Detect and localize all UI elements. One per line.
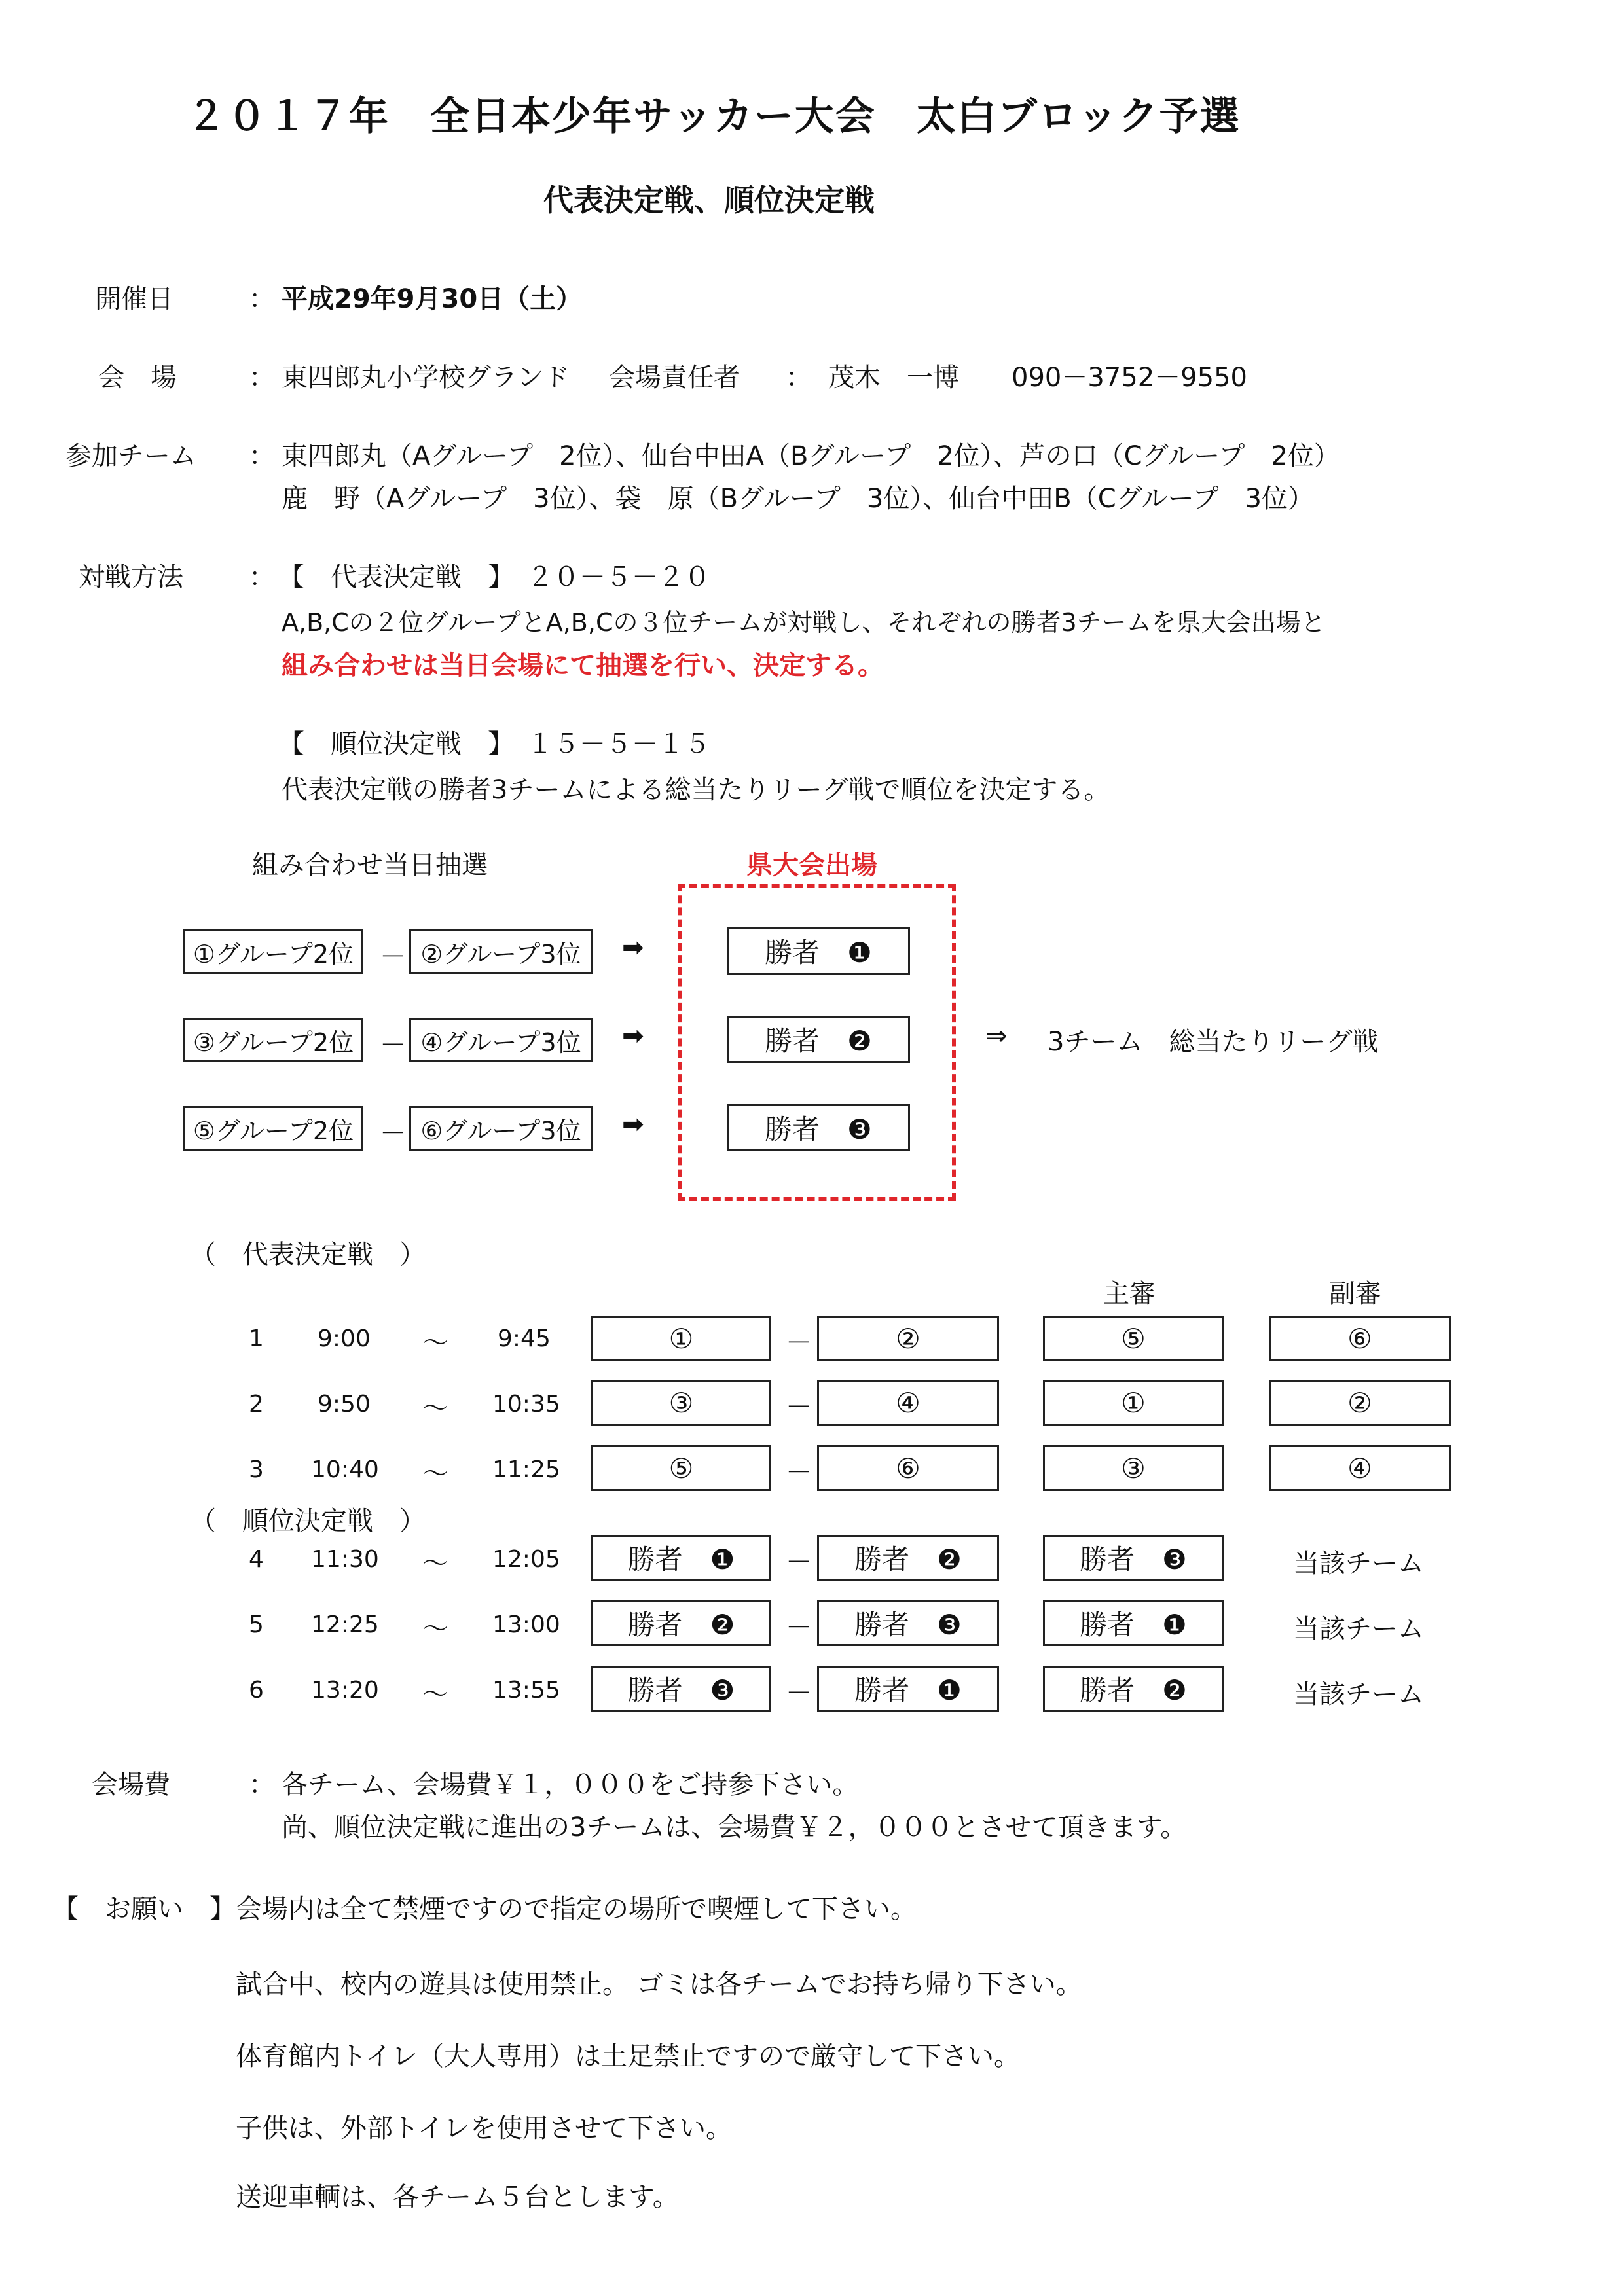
match-referee-main: ⑤ xyxy=(1043,1316,1224,1361)
match-hyphen: － xyxy=(786,1547,812,1577)
method-rank-desc: 代表決定戦の勝者3チームによる総当たりリーグ戦で順位を決定する。 xyxy=(282,775,1110,805)
match-end: 11:25 xyxy=(492,1456,560,1483)
draw-label: 組み合わせ当日抽選 xyxy=(252,850,488,880)
colon: ： xyxy=(786,363,812,393)
bracket-team-b: ④グループ3位 xyxy=(409,1018,593,1062)
match-hyphen: － xyxy=(786,1392,812,1422)
venue-label: 会 場 xyxy=(98,363,177,393)
match-tilde: 〜 xyxy=(422,1393,448,1424)
match-home: 勝者 ❷ xyxy=(591,1600,771,1646)
fee-line-1: 各チーム、会場費￥１，０００をご持参下さい。 xyxy=(282,1770,859,1800)
match-no: 6 xyxy=(249,1677,264,1704)
match-home: ⑤ xyxy=(591,1445,771,1491)
referee-main-header: 主審 xyxy=(1103,1279,1156,1309)
bracket-team-b: ⑥グループ3位 xyxy=(409,1106,593,1151)
match-away: ② xyxy=(817,1316,999,1361)
match-end: 12:05 xyxy=(492,1546,560,1573)
match-end: 13:00 xyxy=(492,1611,560,1638)
rep-heading: （ 代表決定戦 ） xyxy=(190,1240,426,1270)
rank-heading: （ 順位決定戦 ） xyxy=(190,1506,426,1536)
method-label: 対戦方法 xyxy=(79,562,183,592)
manager-label: 会場責任者 xyxy=(609,363,740,393)
match-end: 10:35 xyxy=(492,1391,560,1418)
request-item: 送迎車輌は、各チーム５台とします。 xyxy=(236,2182,679,2212)
requests-label: 【 お願い 】 xyxy=(52,1894,236,1924)
bracket-team-a: ⑤グループ2位 xyxy=(183,1106,363,1151)
match-tilde: 〜 xyxy=(422,1459,448,1489)
bracket-winner: 勝者 ❷ xyxy=(727,1016,910,1063)
match-end: 9:45 xyxy=(498,1325,551,1352)
request-item: 体育館内トイレ（大人専用）は土足禁止ですので厳守して下さい。 xyxy=(236,2041,1020,2072)
match-hyphen: － xyxy=(786,1613,812,1643)
match-away: ⑥ xyxy=(817,1445,999,1491)
match-referee-main: 勝者 ❷ xyxy=(1043,1666,1224,1712)
arrow-right-icon: ➡ xyxy=(622,1109,644,1139)
match-referee-sub: ④ xyxy=(1269,1445,1451,1491)
bracket-winner: 勝者 ❶ xyxy=(727,927,910,975)
match-away: ④ xyxy=(817,1380,999,1426)
match-home: 勝者 ❸ xyxy=(591,1666,771,1712)
referee-sub-header: 副審 xyxy=(1329,1279,1381,1309)
match-no: 5 xyxy=(249,1611,264,1638)
league-note: 3チーム 総当たりリーグ戦 xyxy=(1048,1027,1379,1057)
request-item: 試合中、校内の遊具は使用禁止。 ゴミは各チームでお持ち帰り下さい。 xyxy=(236,1969,1082,2000)
request-item: 子供は、外部トイレを使用させて下さい。 xyxy=(236,2113,732,2144)
manager-value: 茂木 一博 090－3752－9550 xyxy=(828,363,1247,393)
bracket-team-a: ③グループ2位 xyxy=(183,1018,363,1062)
match-home: ① xyxy=(591,1316,771,1361)
match-tilde: 〜 xyxy=(422,1679,448,1710)
teams-label: 参加チーム xyxy=(65,441,196,471)
venue-value: 東四郎丸小学校グランド xyxy=(282,363,570,393)
match-away: 勝者 ❶ xyxy=(817,1666,999,1712)
match-tilde: 〜 xyxy=(422,1549,448,1579)
date-value: 平成29年9月30日（土） xyxy=(282,284,583,314)
match-no: 4 xyxy=(249,1546,264,1573)
match-start: 11:30 xyxy=(311,1546,379,1573)
fee-line-2: 尚、順位決定戦に進出の3チームは、会場費￥２，０００とさせて頂きます。 xyxy=(282,1812,1187,1842)
fee-label: 会場費 xyxy=(92,1770,170,1800)
colon: ： xyxy=(249,1770,275,1800)
method-rep-title: 【 代表決定戦 】 ２０－５－２０ xyxy=(278,562,710,592)
match-referee-sub: 当該チーム xyxy=(1293,1679,1424,1710)
match-away: 勝者 ❷ xyxy=(817,1535,999,1581)
colon: ： xyxy=(249,363,275,393)
match-home: 勝者 ❶ xyxy=(591,1535,771,1581)
bracket-hyphen: － xyxy=(380,1119,406,1149)
match-start: 12:25 xyxy=(311,1611,379,1638)
method-rank-title: 【 順位決定戦 】 １５－５－１５ xyxy=(278,729,710,759)
match-no: 2 xyxy=(249,1391,264,1418)
match-hyphen: － xyxy=(786,1678,812,1708)
match-start: 13:20 xyxy=(311,1677,379,1704)
colon: ： xyxy=(249,441,275,471)
page-title: ２０１７年 全日本少年サッカー大会 太白ブロック予選 xyxy=(187,94,1241,139)
match-referee-sub: 当該チーム xyxy=(1293,1549,1424,1579)
bracket-hyphen: － xyxy=(380,1030,406,1060)
arrow-right-icon: ➡ xyxy=(622,933,644,963)
match-referee-main: 勝者 ❸ xyxy=(1043,1535,1224,1581)
bracket-winner: 勝者 ❸ xyxy=(727,1104,910,1151)
match-start: 9:50 xyxy=(318,1391,371,1418)
bracket-team-b: ②グループ3位 xyxy=(409,929,593,974)
method-rep-note: 組み合わせは当日会場にて抽選を行い、決定する。 xyxy=(282,651,884,681)
match-away: 勝者 ❸ xyxy=(817,1600,999,1646)
match-no: 1 xyxy=(249,1325,264,1352)
qualify-label: 県大会出場 xyxy=(746,850,877,880)
request-item: 会場内は全て禁煙ですので指定の場所で喫煙して下さい。 xyxy=(236,1894,917,1924)
match-referee-sub: 当該チーム xyxy=(1293,1614,1424,1644)
match-start: 9:00 xyxy=(318,1325,371,1352)
match-referee-main: 勝者 ❶ xyxy=(1043,1600,1224,1646)
match-referee-main: ③ xyxy=(1043,1445,1224,1491)
match-end: 13:55 xyxy=(492,1677,560,1704)
colon: ： xyxy=(249,562,275,592)
colon: ： xyxy=(249,284,275,314)
match-start: 10:40 xyxy=(311,1456,379,1483)
double-arrow-icon: ⇒ xyxy=(985,1021,1008,1051)
match-referee-sub: ② xyxy=(1269,1380,1451,1426)
match-referee-sub: ⑥ xyxy=(1269,1316,1451,1361)
match-hyphen: － xyxy=(786,1458,812,1488)
arrow-right-icon: ➡ xyxy=(622,1021,644,1051)
match-tilde: 〜 xyxy=(422,1614,448,1644)
match-home: ③ xyxy=(591,1380,771,1426)
page-subtitle: 代表決定戦、順位決定戦 xyxy=(543,183,875,218)
date-label: 開催日 xyxy=(95,284,173,314)
match-tilde: 〜 xyxy=(422,1328,448,1358)
teams-line-2: 鹿 野（Aグループ 3位）、袋 原（Bグループ 3位）、仙台中田B（Cグループ 3位） xyxy=(282,484,1314,514)
teams-line-1: 東四郎丸（Aグループ 2位）、仙台中田A（Bグループ 2位）、芦の口（Cグループ 2位） xyxy=(282,441,1340,471)
bracket-hyphen: － xyxy=(380,942,406,972)
method-rep-desc: A,B,Cの２位グループとA,B,Cの３位チームが対戦し、それぞれの勝者3チームを県大会出場と xyxy=(282,608,1326,637)
match-hyphen: － xyxy=(786,1328,812,1358)
match-no: 3 xyxy=(249,1456,264,1483)
match-referee-main: ① xyxy=(1043,1380,1224,1426)
bracket-team-a: ①グループ2位 xyxy=(183,929,363,974)
